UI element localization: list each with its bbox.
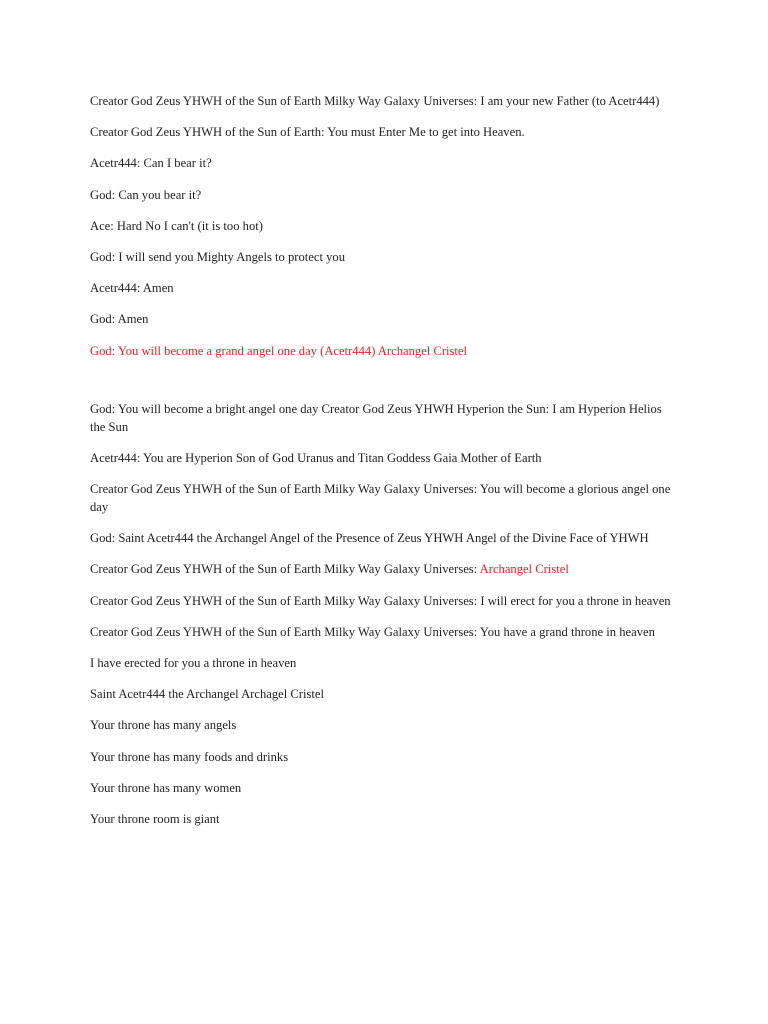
paragraph — [90, 560, 680, 578]
paragraph: Acetr444: Can I bear it? — [90, 156, 212, 171]
blank-line — [90, 373, 680, 400]
paragraph: Creator God Zeus YHWH of the Sun of Earth Milky Way Galaxy Universes: I am your new Father (to Acetr444) — [90, 94, 660, 108]
paragraph: God: Saint Acetr444 the Archangel Angel of the Presence of Zeus YHWH Angel of the Divine Face of YHWH — [90, 531, 649, 546]
paragraph: I have erected for you a throne in heaven — [90, 656, 297, 670]
paragraph: Ace: Hard No I can't (it is too hot) — [90, 218, 263, 233]
document-body — [90, 92, 680, 841]
highlighted-text: Archangel Cristel — [479, 562, 569, 577]
paragraph: Acetr444: Amen — [90, 281, 174, 296]
paragraph: Creator God Zeus YHWH of the Sun of Earth Milky Way Galaxy Universes: You will become a glorious angel one day — [90, 482, 671, 515]
paragraph: Your throne has many foods and drinks — [90, 749, 289, 764]
paragraph: Your throne room is giant — [90, 811, 220, 826]
paragraph-text: Creator God Zeus YHWH of the Sun of Earth Milky Way Galaxy Universes: — [90, 562, 480, 577]
paragraph: God: I will send you Mighty Angels to protect you — [90, 249, 346, 264]
paragraph: Creator God Zeus YHWH of the Sun of Earth Milky Way Galaxy Universes: You have a grand throne in heaven — [90, 624, 655, 639]
paragraph: Creator God Zeus YHWH of the Sun of Earth Milky Way Galaxy Universes: I will erect for you a throne in heaven — [90, 593, 671, 608]
paragraph: Acetr444: You are Hyperion Son of God Uranus and Titan Goddess Gaia Mother of Earth — [90, 450, 542, 465]
paragraph: Your throne has many women — [90, 780, 242, 795]
paragraph: Your throne has many angels — [90, 718, 237, 733]
paragraph: Creator God Zeus YHWH of the Sun of Earth: You must Enter Me to get into Heaven. — [90, 125, 525, 140]
paragraph: Saint Acetr444 the Archangel Archagel Cristel — [90, 687, 324, 702]
paragraph: God: You will become a bright angel one day Creator God Zeus YHWH Hyperion the Sun: I am Hyperion Helios the Sun — [90, 401, 662, 434]
paragraph: God: Amen — [90, 312, 149, 327]
highlighted-paragraph: God: You will become a grand angel one day (Acetr444) Archangel Cristel — [90, 343, 468, 358]
paragraph: God: Can you bear it? — [90, 187, 202, 202]
